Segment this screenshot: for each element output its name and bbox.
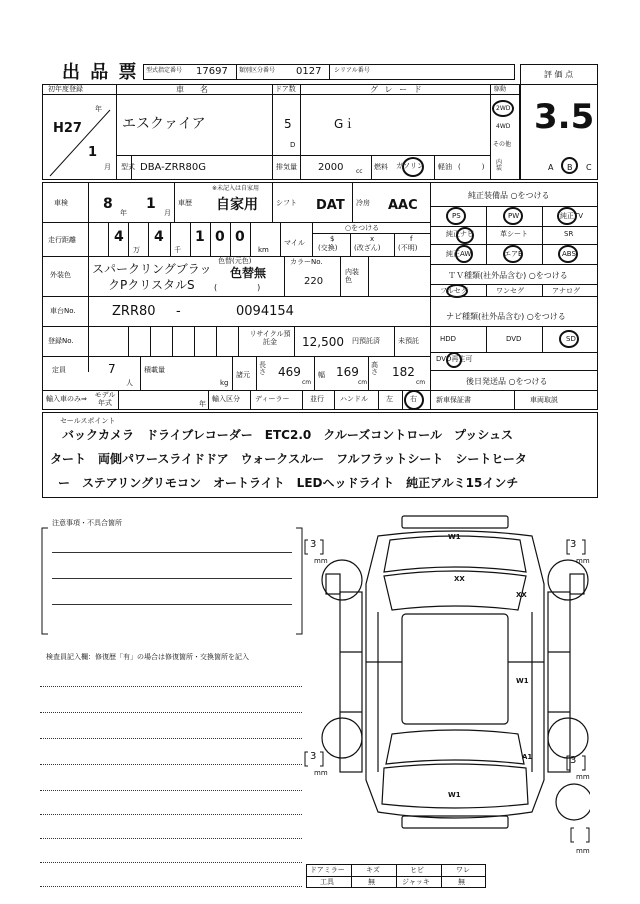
score-value: 3.5 bbox=[534, 97, 595, 137]
width-unit: cm bbox=[358, 379, 368, 386]
inspector-line bbox=[40, 712, 302, 713]
th-break: ワレ bbox=[456, 866, 470, 874]
genuine-pw: PW bbox=[508, 212, 520, 220]
km-unit: km bbox=[258, 246, 269, 254]
tire-depth-rl: 3 bbox=[310, 751, 317, 762]
serial-label: シリアル番号 bbox=[334, 67, 370, 74]
genuine-abs: ABS bbox=[562, 250, 576, 258]
tire-depth-fr: 3 bbox=[570, 539, 577, 550]
load-label: 積載量 bbox=[144, 366, 165, 374]
td-tools: 工具 bbox=[320, 878, 334, 886]
history-note: ※未記入は自家用 bbox=[212, 185, 260, 192]
capacity-unit: 人 bbox=[126, 379, 133, 387]
mark-right-fender: XX bbox=[516, 591, 527, 599]
mark-right-quarter: A1 bbox=[522, 753, 533, 761]
inspector-line bbox=[40, 790, 302, 791]
inspector-line bbox=[40, 686, 302, 687]
ac-label: 冷房 bbox=[356, 199, 370, 207]
interior-b-circle bbox=[561, 157, 578, 174]
genuine-navi: 純正ナビ bbox=[446, 230, 474, 238]
genuine-ps: PS bbox=[452, 212, 461, 220]
opt3-bottom: (不明) bbox=[398, 244, 418, 252]
load-unit: kg bbox=[220, 379, 229, 387]
grade-value: Gｉ bbox=[334, 117, 356, 131]
model-year-label: モデル年式 bbox=[94, 391, 116, 407]
shift-value: DAT bbox=[316, 198, 345, 213]
navi-hdd: HDD bbox=[440, 335, 457, 343]
recycle-label: リサイクル預託金 bbox=[249, 330, 291, 347]
color-change-value: 色替無 bbox=[230, 266, 267, 280]
inspector-line bbox=[40, 886, 302, 887]
genuine-airbag: エアB bbox=[504, 250, 523, 258]
genuine-leather: 革シート bbox=[500, 230, 528, 238]
width-label: 幅 bbox=[318, 371, 325, 379]
td-jack: ジャッキ bbox=[402, 878, 430, 886]
tire-unit-rr: mm bbox=[576, 773, 590, 781]
mileage-digit-5: 0 bbox=[235, 229, 245, 245]
left-label: 左 bbox=[386, 395, 393, 403]
height-unit: cm bbox=[416, 379, 426, 386]
man-unit: 万 bbox=[133, 246, 140, 254]
right-circle bbox=[404, 390, 424, 410]
displacement-unit: cc bbox=[356, 168, 363, 175]
history-value: 自家用 bbox=[216, 197, 258, 213]
tire-brackets bbox=[304, 538, 604, 848]
genuine-sr: SR bbox=[564, 230, 574, 238]
dims-label: 諸元 bbox=[236, 371, 250, 379]
month-label: 月 bbox=[104, 163, 111, 171]
mark-rear-bumper: W1 bbox=[448, 791, 461, 799]
opt1-bottom: (交換) bbox=[318, 244, 338, 252]
doors-value: 5 bbox=[284, 117, 292, 131]
handle-label: ハンドル bbox=[340, 395, 368, 403]
fuel-circle bbox=[402, 157, 424, 177]
sen-unit: 千 bbox=[174, 246, 181, 254]
caution-line-2 bbox=[52, 578, 292, 579]
chassis-prefix: ZRR80 bbox=[112, 304, 156, 319]
capacity-label: 定員 bbox=[52, 366, 66, 374]
year-label: 年 bbox=[95, 105, 102, 113]
model-label: 型式 bbox=[121, 163, 135, 171]
th-door-mirror: ドアミラー bbox=[310, 866, 345, 874]
doors-label: ドア数 bbox=[275, 85, 296, 93]
navi-dvd: DVD bbox=[506, 335, 522, 343]
interior-label: 内装 bbox=[496, 159, 503, 172]
tire-unit-fl: mm bbox=[314, 557, 328, 565]
mileage-digit-4: 0 bbox=[215, 229, 225, 245]
model-cert-value: 17697 bbox=[196, 66, 228, 77]
td-jack-value: 無 bbox=[458, 878, 465, 886]
interior-a: A bbox=[548, 163, 554, 172]
color-change-label: 色替(元色) bbox=[218, 257, 252, 265]
category-label: 類別区分番号 bbox=[239, 67, 276, 74]
right-label: 右 bbox=[410, 395, 417, 403]
warranty-label: 新車保証書 bbox=[436, 396, 471, 404]
spare-unit: mm bbox=[576, 847, 590, 855]
drive-label: 駆動 bbox=[494, 86, 507, 93]
genuine-aw: 純正AW bbox=[446, 250, 472, 258]
color-change-paren: ( ) bbox=[214, 283, 261, 292]
mark-hood: XX bbox=[454, 575, 465, 583]
form-title: 出 品 票 bbox=[62, 62, 139, 83]
inspection-month: 1 bbox=[146, 196, 156, 212]
model-cert-label: 型式指定番号 bbox=[146, 67, 183, 74]
drive-2wd-circle bbox=[492, 100, 514, 117]
th-scratch: キズ bbox=[366, 866, 380, 874]
tv-title: ＴＶ種類(社外品含む) ○をつける bbox=[448, 271, 568, 280]
opt1-top: $ bbox=[330, 235, 335, 243]
caution-title: 注意事項・不具合箇所 bbox=[52, 519, 122, 527]
displacement-label: 排気量 bbox=[276, 163, 297, 171]
drive-other: その他 bbox=[493, 141, 512, 148]
mileage-digit-1: 4 bbox=[114, 229, 124, 245]
name-value: エスクァイア bbox=[122, 116, 206, 132]
parallel-label: 並行 bbox=[310, 395, 324, 403]
genuine-title: 純正装備品 ○をつける bbox=[468, 191, 550, 200]
length-label: 長さ bbox=[259, 361, 266, 376]
inspector-line bbox=[40, 862, 302, 863]
import-category-label: 輸入区分 bbox=[212, 395, 240, 403]
grade-label: グ レ ー ド bbox=[370, 85, 424, 94]
model-year-unit: 年 bbox=[199, 400, 206, 408]
color-label: 外装色 bbox=[50, 271, 71, 279]
length-value: 469 bbox=[278, 365, 301, 379]
history-label: 車歴 bbox=[178, 199, 192, 207]
length-unit: cm bbox=[302, 379, 312, 386]
month-value: 1 bbox=[88, 145, 98, 160]
tv-analog: アナログ bbox=[552, 287, 580, 295]
chassis-number: 0094154 bbox=[236, 304, 294, 319]
model-value: DBA-ZRR80G bbox=[140, 162, 207, 173]
diesel-label: 軽油 bbox=[438, 163, 452, 171]
name-label: 車 名 bbox=[176, 85, 208, 94]
mark-front-bumper: W1 bbox=[448, 533, 461, 541]
sales-line-1: バックカメラ ドライブレコーダー ETC2.0 クルーズコントロール プッシュス bbox=[62, 428, 513, 442]
manual-label: 車両取説 bbox=[530, 396, 558, 404]
inspector-title: 検査員記入欄：修復歴「有」の場合は修復箇所・交換箇所を記入 bbox=[46, 653, 249, 661]
recycle-unit: 円預託済 bbox=[352, 337, 380, 345]
capacity-value: 7 bbox=[108, 362, 116, 376]
import-label: 輸入車のみ⇒ bbox=[46, 395, 87, 403]
interior-color-label: 内装色 bbox=[345, 268, 359, 285]
shift-label: シフト bbox=[276, 199, 297, 207]
inspector-line bbox=[40, 738, 302, 739]
inspector-line bbox=[40, 838, 302, 839]
color-value-2: クPクリスタルS bbox=[108, 278, 195, 292]
first-reg-label: 初年度登録 bbox=[48, 85, 83, 93]
interior-c: C bbox=[586, 163, 592, 172]
opt2-bottom: (改ざん) bbox=[354, 244, 381, 252]
chassis-dash: - bbox=[176, 304, 181, 319]
front-bumper bbox=[402, 516, 508, 528]
inspection-month-unit: 月 bbox=[164, 209, 171, 217]
dvd-playback: DVD再生可 bbox=[436, 355, 473, 363]
sales-title: セールスポイント bbox=[60, 417, 116, 425]
recycle-not: 未預託 bbox=[398, 337, 419, 345]
fuel-value: ガソリン bbox=[396, 162, 424, 170]
opt2-top: x bbox=[370, 235, 375, 243]
mileage-circle-note: ○をつける bbox=[345, 224, 380, 232]
mileage-digit-3: 1 bbox=[195, 229, 205, 245]
sales-line-2: タート 両側パワースライドドア ウォークスルー フルフラットシート シートヒータ bbox=[50, 452, 527, 466]
ac-value: AAC bbox=[388, 198, 418, 213]
post-title: 後日発送品 ○をつける bbox=[466, 377, 548, 386]
opt3-top: f bbox=[410, 235, 413, 243]
dealer-label: ディーラー bbox=[255, 395, 290, 403]
fuel-label: 燃料 bbox=[374, 163, 388, 171]
chassis-label: 車台No. bbox=[50, 307, 76, 315]
interior-b: B bbox=[567, 163, 573, 172]
tire-depth-rr: 3 bbox=[570, 755, 577, 766]
recycle-value: 12,500 bbox=[302, 335, 344, 349]
caution-line-3 bbox=[52, 604, 292, 605]
color-no-label: カラーNo. bbox=[290, 258, 323, 266]
sales-line-3: ー ステアリングリモコン オートライト LEDヘッドライト 純正アルミ15インチ bbox=[58, 476, 519, 490]
color-value-1: スパークリングブラッ bbox=[92, 262, 212, 276]
doors-suffix: D bbox=[290, 141, 296, 149]
mile-label: マイル bbox=[284, 239, 305, 247]
inspection-label: 車検 bbox=[54, 199, 68, 207]
mileage-label: 走行距離 bbox=[48, 236, 76, 244]
genuine-tv: 純正TV bbox=[560, 212, 584, 220]
inspector-line bbox=[40, 764, 302, 765]
displacement-value: 2000 bbox=[318, 162, 344, 173]
diesel-paren: ( ) bbox=[458, 163, 485, 171]
mark-right-door: W1 bbox=[516, 677, 529, 685]
caution-box-outline bbox=[40, 526, 306, 636]
inspector-line bbox=[40, 814, 302, 815]
year-value: H27 bbox=[53, 121, 82, 136]
tire-depth-fl: 3 bbox=[310, 539, 317, 550]
width-value: 169 bbox=[336, 365, 359, 379]
tv-fullseg: フルセグ bbox=[440, 287, 468, 295]
caution-line-1 bbox=[52, 552, 292, 553]
reg-no-label: 登録No. bbox=[48, 337, 74, 345]
tire-unit-rl: mm bbox=[314, 769, 328, 777]
score-label: 評 価 点 bbox=[544, 70, 574, 79]
category-value: 0127 bbox=[296, 66, 322, 77]
drive-2wd: 2WD bbox=[496, 105, 511, 112]
drive-4wd: 4WD bbox=[496, 123, 511, 130]
inspection-year-unit: 年 bbox=[120, 209, 127, 217]
tv-oneseg: ワンセグ bbox=[496, 287, 524, 295]
tire-unit-fr: mm bbox=[576, 557, 590, 565]
navi-title: ナビ種類(社外品含む) ○をつける bbox=[446, 312, 566, 321]
inspection-year: 8 bbox=[103, 196, 113, 212]
mileage-digit-2: 4 bbox=[154, 229, 164, 245]
height-value: 182 bbox=[392, 365, 415, 379]
th-crack: ヒビ bbox=[410, 866, 424, 874]
height-label: 高さ bbox=[371, 361, 378, 376]
td-tools-value: 無 bbox=[368, 878, 375, 886]
navi-sd: SD bbox=[566, 335, 576, 343]
color-no-value: 220 bbox=[304, 276, 324, 287]
